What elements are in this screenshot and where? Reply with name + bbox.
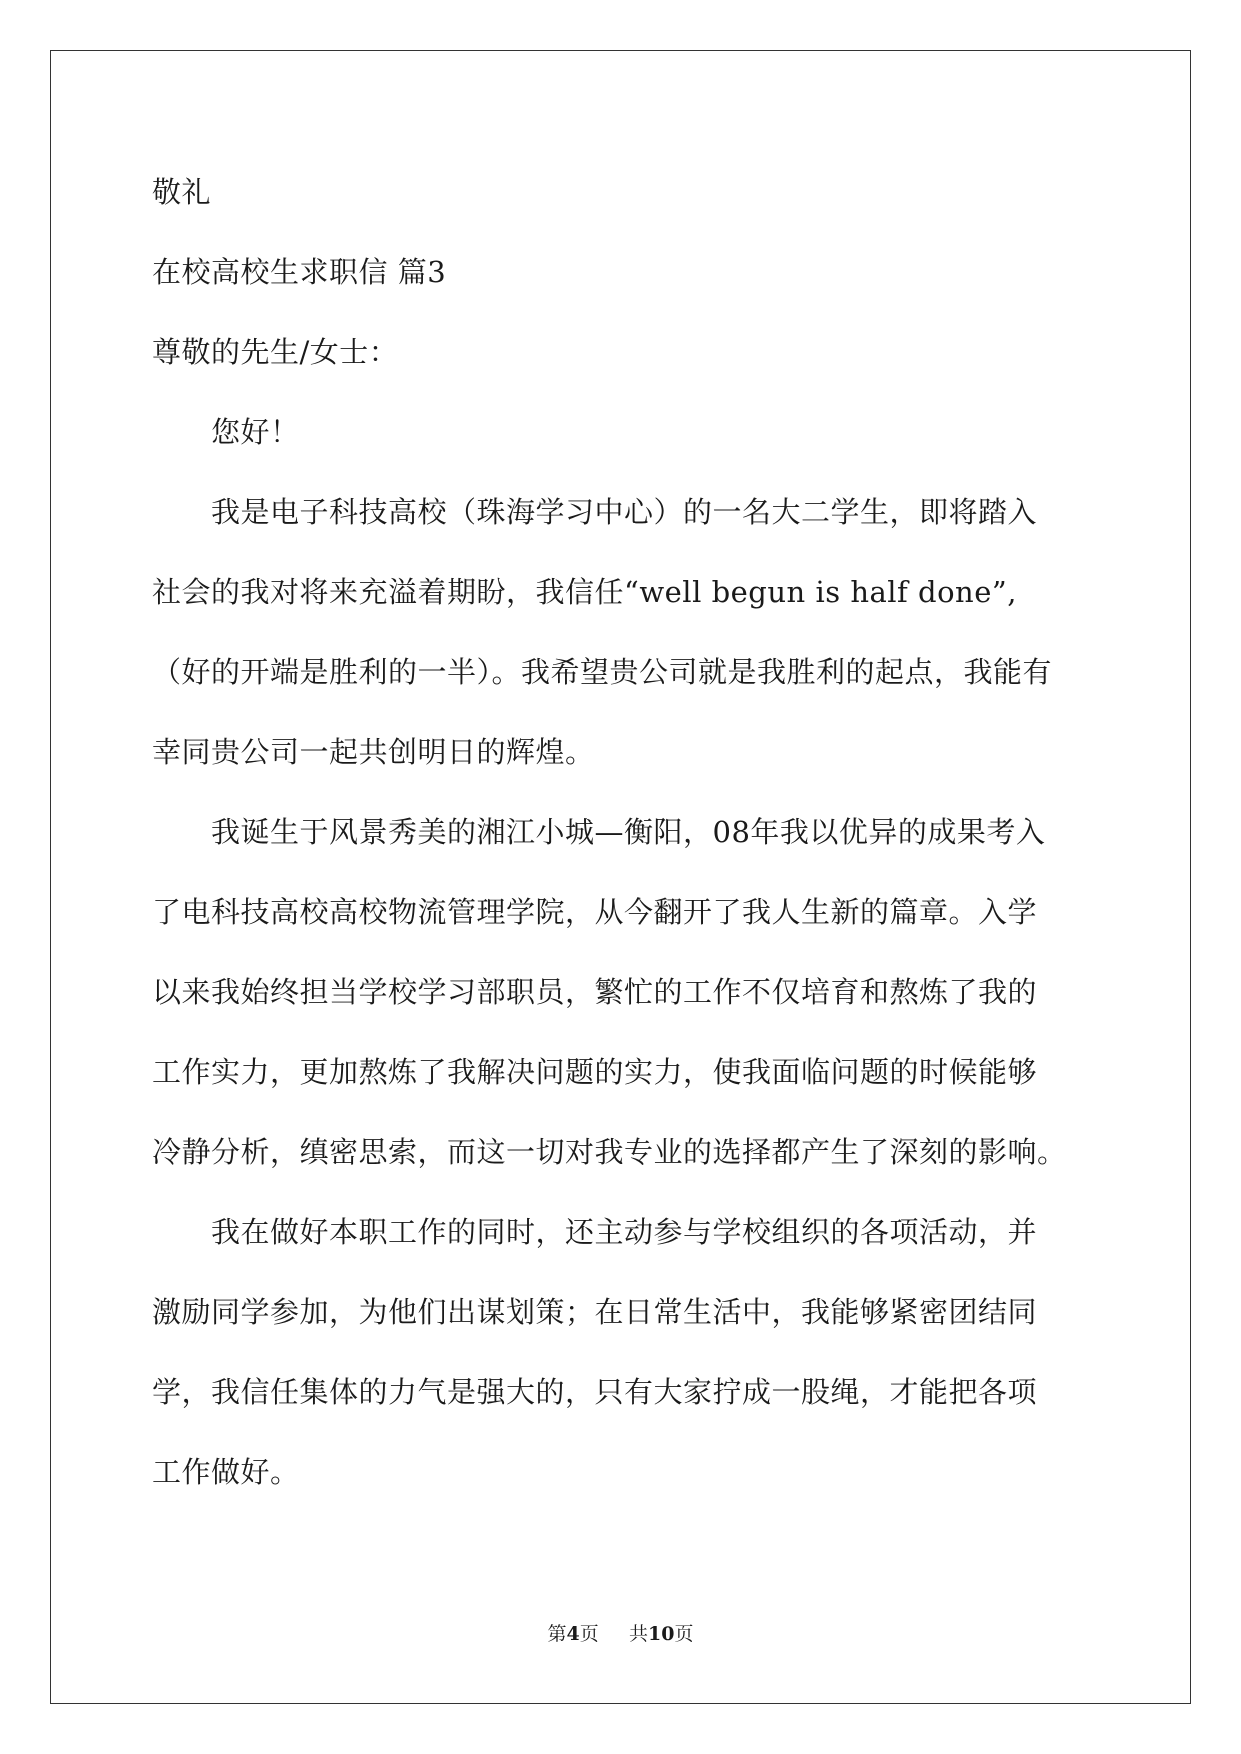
closing-salutation: 敬礼 <box>152 175 212 209</box>
paragraph-line: （好的开端是胜利的一半）。我希望贵公司就是我胜利的起点，我能有 <box>152 655 1053 689</box>
total-pages: 10 <box>648 1623 675 1645</box>
total-label-suffix: 页 <box>674 1623 694 1645</box>
paragraph-line: 我在做好本职工作的同时，还主动参与学校组织的各项活动，并 <box>152 1215 1038 1249</box>
page-number: 4 <box>566 1623 580 1645</box>
section-heading: 在校高校生求职信 篇3 <box>152 255 447 289</box>
paragraph-line: 工作实力，更加熬炼了我解决问题的实力，使我面临问题的时候能够 <box>152 1055 1038 1089</box>
paragraph-line: 我诞生于风景秀美的湘江小城—衡阳，08年我以优异的成果考入 <box>152 815 1046 849</box>
letter-salutation: 尊敬的先生/女士： <box>152 335 399 369</box>
paragraph-line: 激励同学参加，为他们出谋划策；在日常生活中，我能够紧密团结同 <box>152 1295 1038 1329</box>
page-label-prefix: 第 <box>547 1623 567 1645</box>
page-label-suffix: 页 <box>579 1623 599 1645</box>
paragraph-line: 了电科技高校高校物流管理学院，从今翻开了我人生新的篇章。入学 <box>152 895 1038 929</box>
paragraph-line: 幸同贵公司一起共创明日的辉煌。 <box>152 735 595 769</box>
paragraph-line: 工作做好。 <box>152 1455 300 1489</box>
page-footer <box>0 1622 1241 1646</box>
paragraph-line: 社会的我对将来充溢着期盼，我信任“well begun is half done”, <box>152 575 1017 609</box>
total-label-prefix: 共 <box>628 1623 648 1645</box>
paragraph-line: 冷静分析，缜密思索，而这一切对我专业的选择都产生了深刻的影响。 <box>152 1135 1067 1169</box>
paragraph-line: 我是电子科技高校（珠海学习中心）的一名大二学生，即将踏入 <box>152 495 1038 529</box>
greeting-line: 您好！ <box>152 415 300 449</box>
paragraph-line: 学，我信任集体的力气是强大的，只有大家拧成一股绳，才能把各项 <box>152 1375 1038 1409</box>
paragraph-line: 以来我始终担当学校学习部职员，繁忙的工作不仅培育和熬炼了我的 <box>152 975 1038 1009</box>
